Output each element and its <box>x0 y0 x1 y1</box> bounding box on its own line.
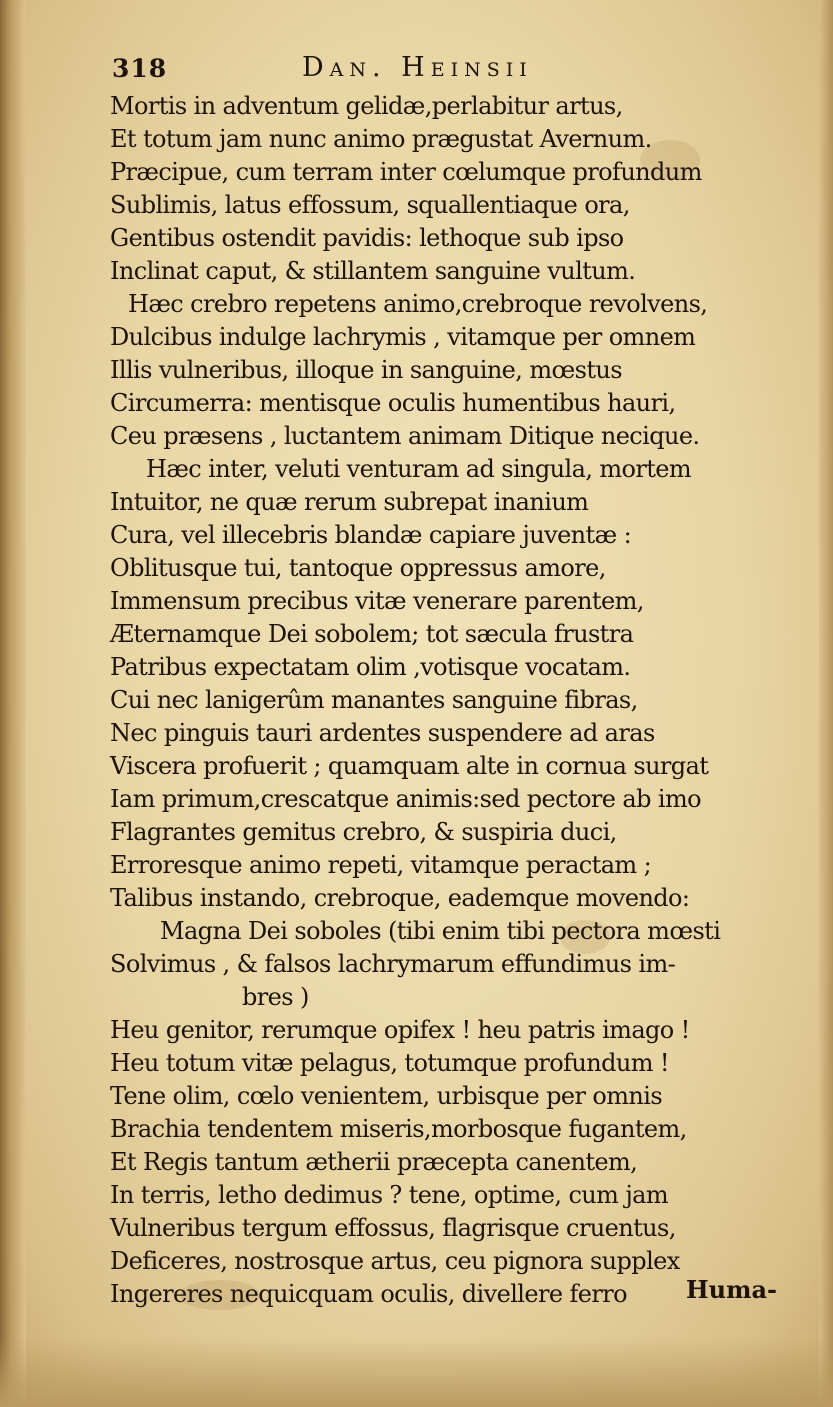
text-line: Oblitusque tui, tantoque oppressus amore, <box>110 554 606 582</box>
running-head: Dan. Heinsii <box>302 52 533 83</box>
text-line: Et Regis tantum ætherii præcepta canentem, <box>110 1148 638 1176</box>
poem-text <box>110 90 790 1320</box>
text-line: Heu genitor, rerumque opifex ! heu patris imago ! <box>110 1016 690 1044</box>
text-line: Magna Dei soboles (tibi enim tibi pectora mœsti <box>160 917 721 945</box>
text-line: Cura, vel illecebris blandæ capiare juventæ : <box>110 521 632 549</box>
text-line: Circumerra: mentisque oculis humentibus hauri, <box>110 389 676 417</box>
text-line: Intuitor, ne quæ rerum subrepat inanium <box>110 488 589 516</box>
text-line: Hæc inter, veluti venturam ad singula, mortem <box>146 455 692 483</box>
page-header <box>112 50 592 90</box>
text-line: Præcipue, cum terram inter cœlumque profundum <box>110 158 702 186</box>
text-line: Nec pinguis tauri ardentes suspendere ad aras <box>110 719 655 747</box>
page-gutter <box>0 0 26 1407</box>
text-line: Talibus instando, crebroque, eademque movendo: <box>110 884 690 912</box>
text-line: Vulneribus tergum effossus, flagrisque cruentus, <box>110 1214 676 1242</box>
text-line: Tene olim, cœlo venientem, urbisque per omnis <box>110 1082 663 1110</box>
text-line: Hæc crebro repetens animo,crebroque revolvens, <box>128 290 708 318</box>
text-line: In terris, letho dedimus ? tene, optime, cum jam <box>110 1181 669 1209</box>
text-line: Et totum jam nunc animo prægustat Avernum. <box>110 125 652 153</box>
catchword: Huma- <box>685 1275 777 1304</box>
text-line: Mortis in adventum gelidæ,perlabitur artus, <box>110 92 623 120</box>
text-line: Solvimus , & falsos lachrymarum effundimus im- <box>110 950 676 978</box>
text-line: Ceu præsens , luctantem animam Ditique necique. <box>110 422 700 450</box>
text-line: Patribus expectatam olim ,votisque vocatam. <box>110 653 631 681</box>
text-line: Cui nec lanigerûm manantes sanguine fibras, <box>110 686 638 714</box>
page-edge-bottom <box>0 1337 833 1407</box>
text-line: Ingereres nequicquam oculis, divellere ferro <box>110 1280 627 1308</box>
text-line: Æternamque Dei sobolem; tot sæcula frustra <box>110 620 634 648</box>
text-line: Heu totum vitæ pelagus, totumque profundum ! <box>110 1049 669 1077</box>
text-line: Inclinat caput, & stillantem sanguine vultum. <box>110 257 636 285</box>
page-number: 318 <box>112 54 168 83</box>
text-line: bres ) <box>242 983 309 1011</box>
page-edge-right <box>819 0 833 1407</box>
text-line: Deficeres, nostrosque artus, ceu pignora supplex <box>110 1247 680 1275</box>
text-line: Gentibus ostendit pavidis: lethoque sub ipso <box>110 224 624 252</box>
text-line: Viscera profuerit ; quamquam alte in cornua surgat <box>110 752 709 780</box>
text-line: Iam primum,crescatque animis:sed pectore ab imo <box>110 785 701 813</box>
text-line: Flagrantes gemitus crebro, & suspiria duci, <box>110 818 617 846</box>
text-line: Brachia tendentem miseris,morbosque fugantem, <box>110 1115 687 1143</box>
text-line: Erroresque animo repeti, vitamque peractam ; <box>110 851 652 879</box>
text-line: Illis vulneribus, illoque in sanguine, mœstus <box>110 356 622 384</box>
text-line: Dulcibus indulge lachrymis , vitamque per omnem <box>110 323 696 351</box>
text-line: Immensum precibus vitæ venerare parentem, <box>110 587 644 615</box>
text-line: Sublimis, latus effossum, squallentiaque ora, <box>110 191 630 219</box>
